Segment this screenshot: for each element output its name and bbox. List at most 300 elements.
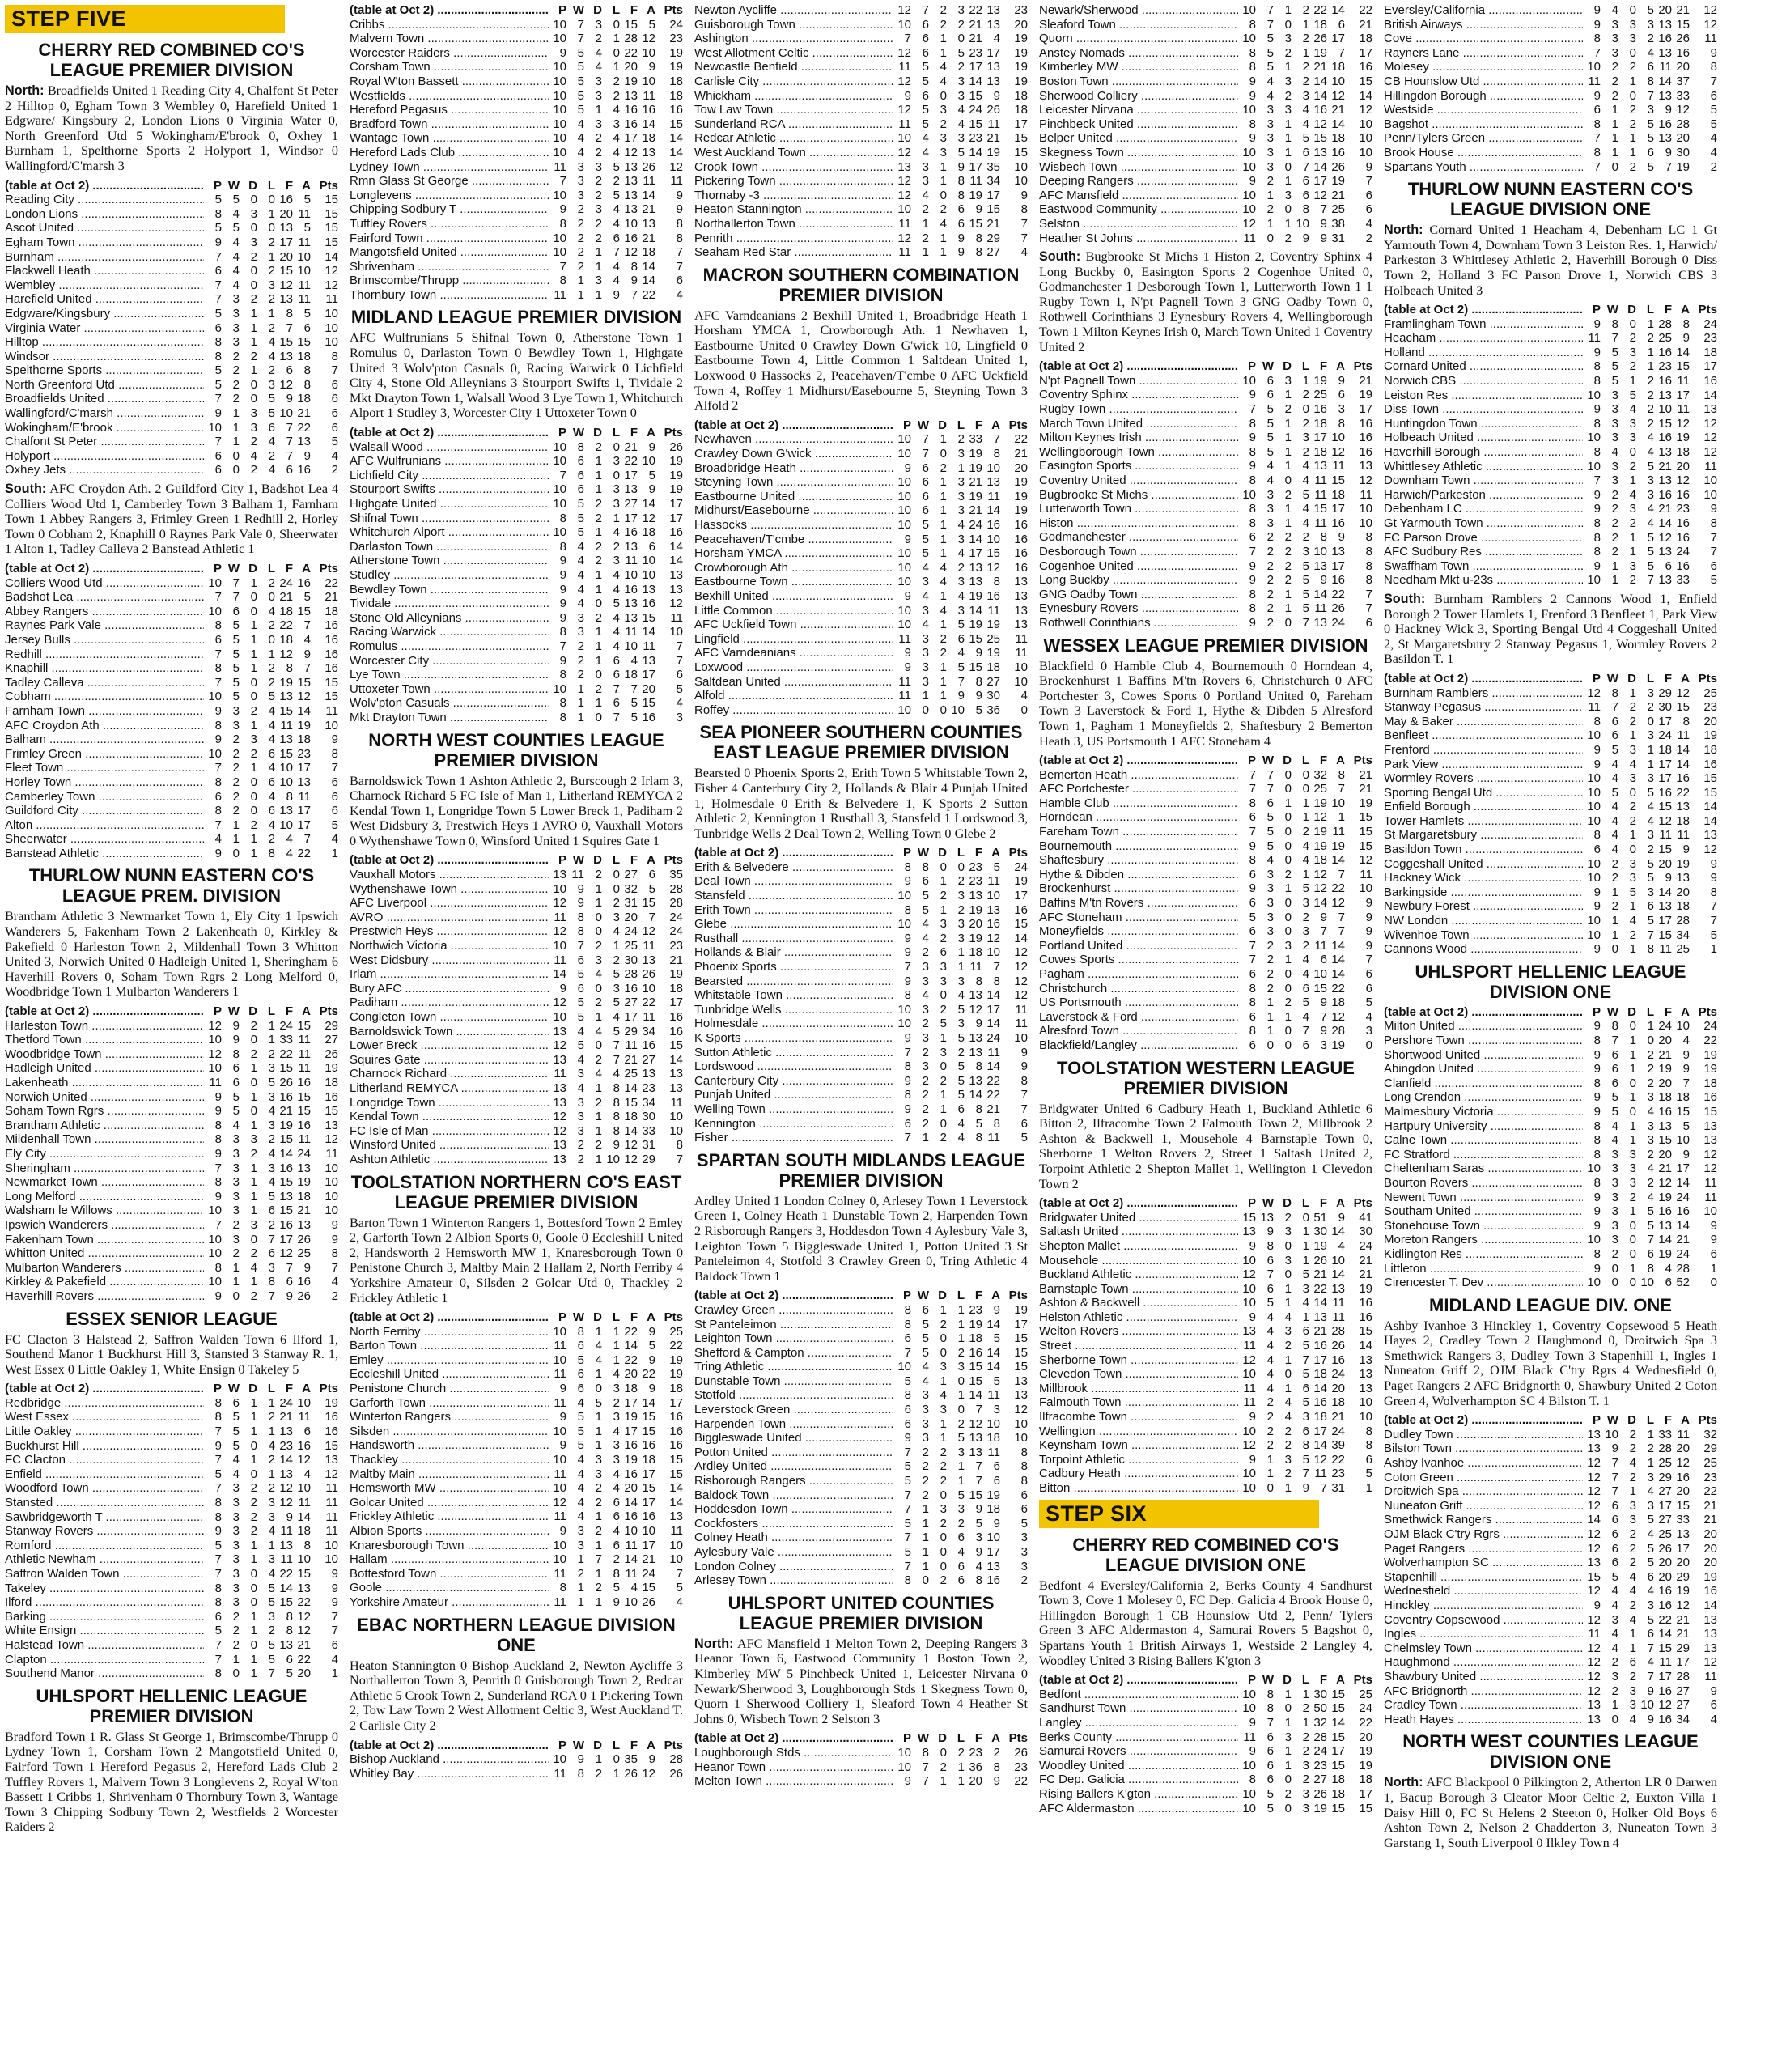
team-name: Albion Sports ..... (350, 1524, 549, 1539)
stat-cell: 2 (613, 1395, 620, 1410)
stat-cell: 18 (986, 660, 1000, 674)
stat-cell: 4 (1647, 1484, 1654, 1499)
stat-cell: 5 (1266, 1801, 1274, 1815)
stat-cell: 33 (1658, 1427, 1672, 1441)
stat-cell: 11 (1677, 828, 1690, 843)
stat-cell: 8 (1020, 1073, 1028, 1088)
team-name: Calne Town ..... (1384, 1133, 1583, 1148)
stat-cell: 5 (1647, 459, 1654, 473)
stat-cell: 4 (957, 588, 965, 603)
stat-cell: 0 (1284, 1773, 1292, 1787)
stat-cell: 2 (1284, 573, 1292, 588)
stat-cell: 26 (642, 159, 655, 174)
stat-cell: 5 (1365, 1467, 1372, 1481)
team-name: Studley ..... (350, 568, 549, 583)
stat-cell: 4 (268, 732, 275, 747)
stat-cell: 35 (624, 1752, 638, 1767)
team-name: Clanfield ..... (1384, 1076, 1583, 1091)
stat-cell: 13 (297, 1217, 311, 1232)
team-name: Longridge Town ..... (350, 1096, 549, 1110)
stat-cell: 8 (1593, 545, 1601, 559)
table-row (5, 1638, 338, 1653)
stat-cell: 7 (214, 278, 222, 292)
team-name: Burnham ..... (5, 250, 204, 265)
stat-cell: 15 (642, 1424, 655, 1438)
stat-cell: 4 (1665, 1261, 1672, 1276)
stat-cell: 4 (577, 1081, 584, 1095)
stat-cell: 2 (595, 868, 602, 882)
stat-cell: 28 (1676, 914, 1690, 928)
stat-cell: 10 (897, 1360, 911, 1374)
team-name: Bagshot ..... (1384, 117, 1583, 132)
table-row (350, 260, 683, 274)
stat-cell: 0 (1266, 1038, 1274, 1052)
team-name: Glebe ..... (694, 917, 893, 932)
stat-cell: 13 (1703, 1641, 1717, 1655)
stat-cell: 8 (214, 1581, 222, 1595)
stat-cell: 5 (1710, 117, 1717, 131)
stat-cell: 7 (1249, 767, 1256, 782)
table-row (1039, 825, 1372, 839)
stat-cell: 5 (1647, 785, 1654, 800)
stat-cell: 10 (897, 1760, 911, 1774)
stat-cell: 13 (669, 567, 683, 582)
stat-cell: 7 (676, 245, 683, 260)
table-row (694, 1760, 1028, 1775)
league-heading: NORTH WEST COUNTIES LEAGUE DIVISION ONE (1402, 1731, 1699, 1773)
table-row (1039, 953, 1372, 967)
stat-cell: 13 (1014, 618, 1028, 632)
stat-cell: 8 (1611, 1019, 1618, 1034)
stat-cell: 13 (1658, 473, 1672, 488)
stat-cell: 2 (595, 1524, 602, 1538)
stat-cell: 3 (922, 575, 929, 589)
stat-cell: 15 (1242, 1210, 1256, 1225)
stat-cell: 14 (1331, 3, 1345, 17)
table-row (350, 1752, 683, 1767)
stat-cell: 8 (214, 206, 222, 221)
stat-cell: 2 (595, 511, 602, 525)
stat-cell: 2 (232, 363, 240, 378)
table-row (350, 103, 683, 117)
stat-cell: 2 (577, 231, 584, 245)
team-name: Sherborne Town ..... (1039, 1353, 1238, 1368)
stat-cell: 14 (297, 703, 311, 718)
stat-cell: 2 (1302, 60, 1309, 74)
stat-cell: 5 (676, 681, 683, 696)
stat-cell: 4 (1629, 1712, 1636, 1726)
team-name: Shifnal Town ..... (350, 512, 549, 526)
stat-cell: 29 (1676, 1641, 1690, 1655)
team-name: Long Buckby ..... (1039, 573, 1238, 588)
stat-cell: 5 (957, 618, 965, 632)
column-header: F (1319, 359, 1327, 374)
stat-cell: 8 (1249, 601, 1256, 616)
stat-cell: 4 (975, 1559, 982, 1573)
team-name: Stanway Pegasus ..... (1384, 700, 1583, 715)
team-name: Barnstaple Town ..... (1039, 1282, 1238, 1297)
stat-cell: 17 (969, 546, 982, 561)
table-row (1039, 1310, 1372, 1325)
stat-cell: 13 (669, 582, 683, 597)
table-row (694, 1017, 1028, 1031)
stat-cell: 6 (331, 420, 338, 435)
stat-cell: 17 (986, 1545, 1000, 1559)
stat-cell: 22 (624, 1324, 638, 1339)
stat-cell: 11 (298, 1496, 311, 1510)
stat-cell: 8 (613, 1566, 620, 1581)
stat-cell: 23 (297, 746, 311, 761)
stat-cell: 17 (969, 60, 982, 74)
table-row (1384, 758, 1717, 772)
stat-cell: 3 (232, 1161, 240, 1175)
stat-cell: 25 (986, 631, 1000, 646)
stat-cell: 10 (553, 525, 566, 540)
team-name: St Panteleimon ..... (694, 1318, 893, 1332)
stat-cell: 13 (297, 775, 311, 789)
stat-cell: 9 (1710, 1218, 1717, 1233)
stat-cell: 13 (1014, 1374, 1028, 1388)
stat-cell: 5 (232, 647, 240, 661)
stat-cell: 3 (1647, 1470, 1654, 1484)
stat-cell: 7 (648, 910, 655, 924)
stat-cell: 0 (613, 881, 620, 896)
team-name: Broadfields United ..... (5, 392, 204, 406)
stat-cell: 10 (1359, 881, 1372, 896)
stat-cell: 7 (993, 960, 1000, 974)
stat-cell: 9 (1365, 910, 1372, 924)
stat-cell: 6 (1302, 145, 1309, 159)
stat-cell: 20 (624, 1367, 638, 1382)
stat-cell: 2 (1302, 3, 1309, 17)
table-row (1039, 1254, 1372, 1268)
stat-cell: 13 (1313, 459, 1327, 473)
stat-cell: 31 (1331, 231, 1345, 245)
stat-cell: 7 (613, 681, 620, 696)
stat-cell: 2 (1647, 416, 1654, 431)
stat-cell: 13 (279, 1637, 293, 1652)
stat-cell: 8 (268, 846, 275, 860)
stat-cell: 6 (214, 448, 222, 463)
stat-cell: 10 (1703, 1204, 1717, 1219)
stat-cell: 17 (1676, 1161, 1690, 1176)
team-name: AFC Portchester ..... (1039, 782, 1238, 796)
column-header: L (1646, 671, 1654, 686)
stat-cell: 17 (1359, 402, 1372, 417)
league-heading: WESSEX LEAGUE PREMIER DIVISION (1043, 635, 1368, 656)
stat-cell: 16 (279, 1161, 293, 1175)
stat-cell: 12 (1242, 216, 1256, 231)
table-row (5, 1539, 338, 1553)
stat-cell: 14 (986, 1317, 1000, 1331)
stat-cell: 5 (957, 660, 965, 674)
table-row (5, 1147, 338, 1161)
stat-cell: 1 (613, 511, 620, 525)
stat-cell: 9 (1593, 757, 1601, 771)
stat-cell: 6 (331, 1637, 338, 1652)
stat-cell: 12 (553, 1110, 566, 1124)
stat-cell: 10 (325, 335, 338, 350)
team-name: Holland ..... (1384, 346, 1583, 360)
stat-cell: 3 (1629, 742, 1636, 757)
stat-cell: 3 (940, 960, 947, 974)
stat-cell: 0 (250, 1104, 257, 1119)
stat-cell: 2 (595, 231, 602, 245)
stat-cell: 0 (1647, 714, 1654, 728)
stat-cell: 3 (940, 1502, 947, 1517)
stat-cell: 4 (613, 525, 620, 540)
stat-cell: 11 (987, 489, 1000, 503)
stat-cell: 10 (553, 245, 566, 260)
table-row (1039, 868, 1372, 882)
stat-cell: 25 (624, 1067, 638, 1081)
table-row (1039, 1296, 1372, 1310)
team-name: West Allotment Celtic ..... (694, 46, 893, 61)
stat-cell: 11 (1360, 487, 1372, 502)
stat-cell: 29 (986, 231, 1000, 245)
table-row (1039, 1438, 1372, 1453)
stat-cell: 15 (1359, 74, 1372, 88)
stat-cell: 6 (922, 874, 929, 889)
stat-cell: 19 (1313, 1238, 1327, 1253)
stat-cell: 10 (1605, 1427, 1618, 1441)
stat-cell: 1 (922, 1559, 929, 1573)
table-row (1384, 1176, 1717, 1191)
stat-cell: 12 (1359, 853, 1372, 868)
stat-cell: 15 (1359, 825, 1372, 839)
stat-cell: 4 (1647, 445, 1654, 460)
table-row (1039, 417, 1372, 431)
column-header: A (1681, 1413, 1690, 1428)
stat-cell: 19 (1313, 825, 1327, 839)
stat-cell: 22 (1331, 881, 1345, 896)
stat-cell: 10 (669, 625, 683, 639)
table-row (5, 1104, 338, 1119)
stat-cell: 7 (268, 1232, 275, 1246)
column-header: D (248, 1382, 257, 1396)
team-name: West Didsbury ..... (350, 953, 549, 968)
stat-cell: 1 (1302, 1310, 1309, 1324)
stat-cell: 13 (1313, 1310, 1327, 1324)
stat-cell: 16 (669, 103, 683, 117)
stat-cell: 14 (1359, 88, 1372, 103)
stat-cell: 4 (577, 597, 584, 611)
team-name: Eastbourne United ..... (694, 490, 893, 504)
stat-cell: 30 (1658, 700, 1672, 715)
stat-cell: 26 (1331, 159, 1345, 174)
table-row (1384, 1191, 1717, 1205)
stat-cell: 21 (1313, 60, 1327, 74)
stat-cell: 5 (993, 1331, 1000, 1346)
stat-cell: 8 (1249, 853, 1256, 868)
stat-cell: 16 (1313, 402, 1327, 417)
stat-cell: 10 (1014, 1431, 1028, 1446)
league-heading: TOOLSTATION NORTHERN CO'S EAST LEAGUE PREMIER DIVISION (350, 1171, 682, 1212)
stat-cell: 4 (331, 1652, 338, 1667)
table-row (694, 903, 1028, 918)
stat-cell: 4 (613, 1067, 620, 1081)
stat-cell: 5 (1266, 825, 1274, 839)
stat-cell: 19 (969, 188, 982, 202)
stat-cell: 13 (624, 188, 638, 202)
stat-cell: 5 (232, 1438, 240, 1453)
stat-cell: 1 (268, 1467, 275, 1481)
stat-cell: 6 (331, 789, 338, 804)
table-row (350, 174, 683, 189)
stat-cell: 18 (969, 945, 982, 960)
table-row (5, 1567, 338, 1582)
table-row (694, 1488, 1028, 1503)
stat-cell: 14 (669, 539, 683, 554)
team-name: Bexhill United ..... (694, 589, 893, 604)
stat-cell: 22 (1703, 1034, 1717, 1047)
stat-cell: 7 (904, 1502, 911, 1517)
team-name: Redcar Athletic ..... (694, 131, 893, 146)
stat-cell: 16 (297, 1438, 311, 1453)
table-row (1039, 982, 1372, 996)
stat-cell: 2 (250, 1509, 257, 1524)
stat-cell: 4 (1365, 1009, 1372, 1024)
stat-cell: 2 (957, 1745, 965, 1760)
stat-cell: 2 (1284, 1210, 1292, 1225)
stat-cell: 1 (1284, 1715, 1292, 1730)
stat-cell: 2 (1284, 1424, 1292, 1438)
stat-cell: 19 (1703, 1047, 1717, 1062)
stat-cell: 7 (577, 939, 584, 953)
table-header (1384, 303, 1717, 317)
stat-cell: 7 (904, 1045, 911, 1059)
stat-cell: 12 (1676, 1456, 1690, 1471)
stat-cell: 5 (331, 435, 338, 449)
stat-cell: 13 (1359, 1381, 1372, 1395)
team-name: Thornbury Town ..... (350, 288, 549, 303)
stat-cell: 1 (1266, 996, 1274, 1010)
stat-cell: 1 (268, 306, 275, 321)
stat-cell: 10 (669, 1552, 683, 1567)
stat-cell: 6 (1266, 1253, 1274, 1267)
stat-cell: 34 (986, 174, 1000, 189)
stat-cell: 11 (1659, 1655, 1672, 1670)
stat-cell: 4 (268, 1104, 275, 1119)
column-4 (1039, 3, 1372, 2072)
table-row (1384, 771, 1717, 786)
stat-cell: 3 (1647, 1498, 1654, 1513)
column-header: W (1606, 1004, 1618, 1019)
stat-cell: 16 (279, 1217, 293, 1232)
stat-cell: 7 (1682, 1076, 1690, 1090)
stat-cell: 9 (1593, 402, 1601, 417)
stat-cell: 2 (232, 789, 240, 804)
stat-cell: 3 (232, 321, 240, 335)
stat-cell: 2 (268, 575, 275, 590)
stat-cell: 15 (1658, 1133, 1672, 1148)
league-heading: CHERRY RED COMBINED CO'S LEAGUE DIVISION ONE (1072, 1534, 1339, 1575)
stat-cell: 16 (1658, 431, 1672, 445)
stat-cell: 10 (553, 131, 566, 146)
stat-cell: 5 (232, 1410, 240, 1424)
stat-cell: 10 (553, 231, 566, 245)
stat-cell: 2 (1284, 544, 1292, 558)
stat-cell: 19 (969, 902, 982, 917)
team-name: Bournemouth ..... (1039, 839, 1238, 854)
stat-cell: 23 (1703, 1470, 1717, 1484)
stat-cell: 2 (250, 1481, 257, 1496)
stat-cell: 0 (1629, 785, 1636, 800)
stat-cell: 7 (1338, 924, 1345, 939)
stat-cell: 2 (232, 1637, 240, 1652)
column-header: W (917, 418, 929, 432)
stat-cell: 11 (298, 235, 311, 249)
team-name: Pickering Town ..... (694, 174, 893, 189)
stat-cell: 11 (625, 1038, 638, 1053)
stat-cell: 5 (648, 468, 655, 482)
stat-cell: 2 (957, 17, 965, 32)
stat-cell: 14 (1331, 853, 1345, 868)
stat-cell: 6 (1249, 924, 1256, 939)
stat-cell: 6 (1611, 1527, 1618, 1541)
stat-cell: 1 (250, 321, 257, 335)
stat-cell: 0 (922, 1573, 929, 1588)
stat-cell: 4 (1266, 1339, 1274, 1353)
stat-cell: 3 (922, 1403, 929, 1417)
stat-cell: 14 (279, 1146, 293, 1161)
stat-cell: 4 (268, 1146, 275, 1161)
stat-cell: 8 (676, 216, 683, 231)
team-name: Thornaby -3 ..... (694, 189, 893, 203)
stat-cell: 7 (1266, 1267, 1274, 1282)
stat-cell: 18 (986, 1502, 1000, 1517)
team-name: Highgate United ..... (350, 497, 549, 512)
stat-cell: 7 (630, 681, 638, 696)
stat-cell: 8 (268, 1275, 275, 1289)
stat-cell: 5 (1302, 881, 1309, 896)
table-row (350, 146, 683, 160)
stat-cell: 1 (232, 406, 240, 421)
stat-cell: 3 (250, 1132, 257, 1147)
stat-cell: 17 (1703, 359, 1717, 374)
league-heading: THURLOW NUNN EASTERN CO'S LEAGUE PREM. DIVISION (28, 865, 315, 906)
stat-cell: 16 (325, 661, 338, 676)
stat-cell: 1 (957, 1459, 965, 1474)
team-name: Whittlesey Athletic ..... (1384, 460, 1583, 474)
stat-cell: 2 (232, 1609, 240, 1624)
stat-cell: 2 (922, 1445, 929, 1459)
stat-cell: 10 (553, 881, 566, 896)
stat-cell: 10 (1587, 431, 1601, 445)
stat-cell: 1 (250, 1538, 257, 1552)
stat-cell: 12 (1703, 431, 1717, 445)
results-paragraph (1384, 223, 1717, 298)
stat-cell: 9 (1302, 231, 1309, 245)
stat-cell: 19 (1313, 45, 1327, 60)
stat-cell: 0 (940, 88, 947, 103)
stat-cell: 3 (1611, 388, 1618, 402)
stat-cell: 5 (1302, 487, 1309, 502)
team-name: Wellington ..... (1039, 1424, 1238, 1439)
stat-cell: 5 (577, 60, 584, 74)
team-name: Torpoint Athletic ..... (1039, 1453, 1238, 1467)
stat-cell: 18 (624, 1382, 638, 1396)
stat-cell: 6 (1611, 1076, 1618, 1090)
stat-cell: 1 (1266, 1452, 1274, 1467)
stat-cell: 10 (1587, 928, 1601, 942)
stat-cell: 3 (1647, 1598, 1654, 1612)
stat-cell: 3 (577, 188, 584, 202)
stat-cell: 0 (1284, 1238, 1292, 1253)
results-paragraph (694, 308, 1028, 414)
stat-cell: 6 (957, 631, 965, 646)
stat-cell: 5 (922, 74, 929, 88)
